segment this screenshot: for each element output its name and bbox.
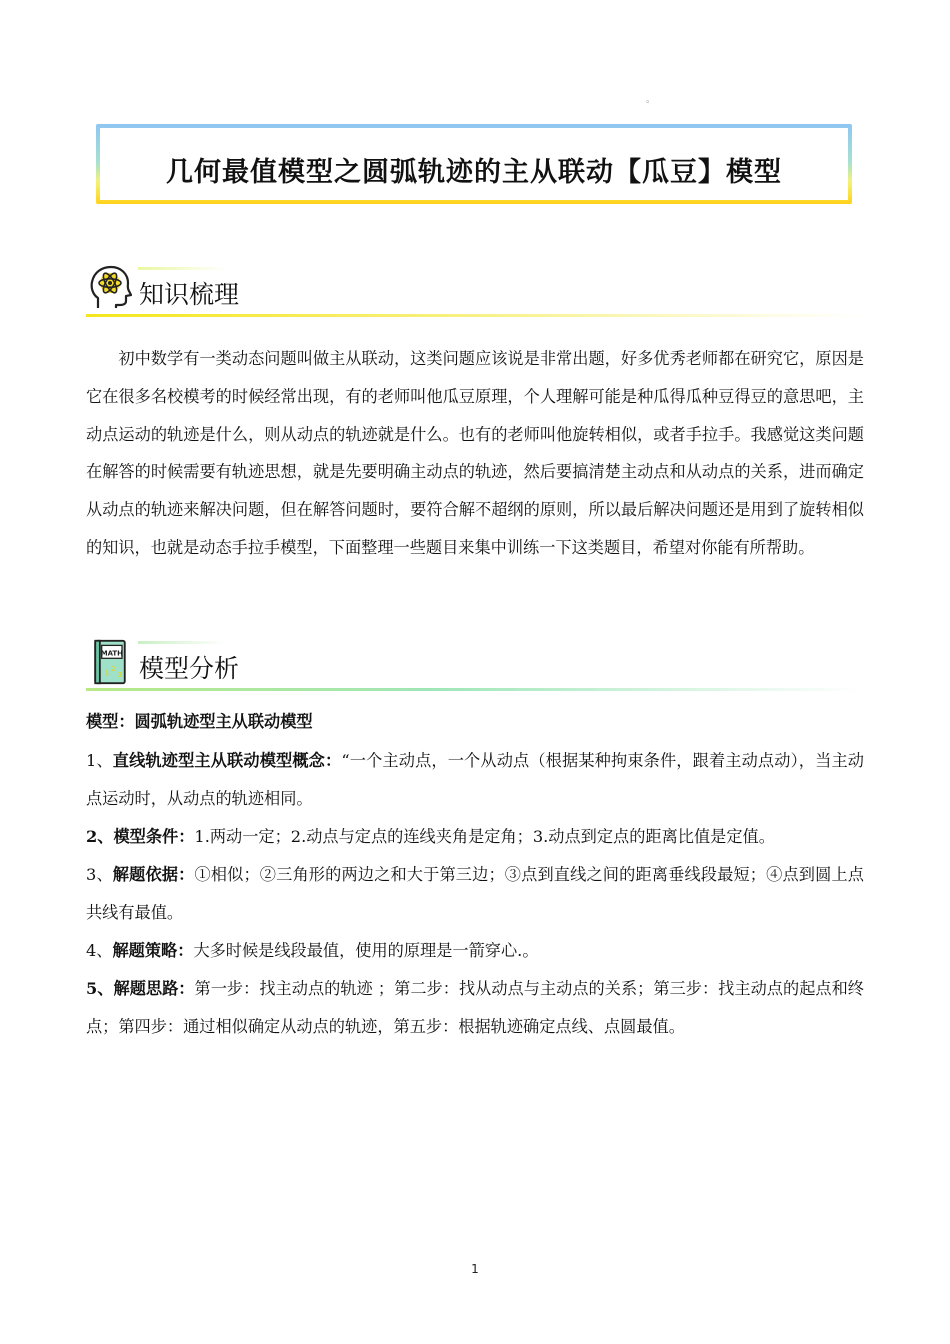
svg-text:1: 1 bbox=[104, 667, 110, 677]
section-model-divider bbox=[86, 688, 862, 691]
section-knowledge-divider bbox=[86, 314, 862, 317]
head-with-atom-icon bbox=[88, 264, 132, 312]
title-banner bbox=[96, 124, 852, 204]
math-icon-label: MATH bbox=[100, 649, 123, 658]
section-model-title: 模型分析 bbox=[139, 654, 240, 683]
model-item-conditions: 2、模型条件：1.两动一定；2.动点与定点的连线夹角是定角；3.动点到定点的距离比值是定值。 bbox=[86, 827, 775, 846]
page-number: 1 bbox=[471, 1262, 479, 1276]
model-item-basis: 3、解题依据：①相似；②三角形的两边之和大于第三边；③点到直线之间的距离垂线段最短；④点到圆上点共线有最值。 bbox=[86, 865, 864, 922]
section-knowledge-header bbox=[86, 262, 862, 326]
model-item-approach: 5、解题思路：第一步：找主动点的轨迹 ；第二步：找从动点与主动点的关系；第三步：找主动点的起点和终点；第四步：通过相似确定从动点的轨迹，第五步：根据轨迹确定点线、点圆最值。 bbox=[86, 979, 864, 1036]
model-name: 模型：圆弧轨迹型主从联动模型 bbox=[86, 712, 313, 731]
document-title: 几何最值模型之圆弧轨迹的主从联动【瓜豆】模型 bbox=[166, 157, 782, 188]
section-model-header bbox=[86, 636, 862, 700]
section-knowledge-title: 知识梳理 bbox=[139, 280, 240, 309]
model-item-strategy: 4、解题策略：大多时候是线段最值，使用的原理是一箭穿心.。 bbox=[86, 941, 539, 960]
svg-text:3: 3 bbox=[117, 669, 123, 679]
header-mark: 。 bbox=[646, 95, 656, 105]
svg-text:2: 2 bbox=[110, 664, 116, 674]
math-book-icon bbox=[88, 638, 132, 686]
model-item-concept: 1、直线轨迹型主从联动模型概念：“一个主动点，一个从动点（根据某种拘束条件，跟着主动点动），当主动点运动时，从动点的轨迹相同。 bbox=[86, 751, 864, 808]
intro-paragraph: 初中数学有一类动态问题叫做主从联动，这类问题应该说是非常出题，好多优秀老师都在研究它，原因是它在很多名校模考的时候经常出现，有的老师叫他瓜豆原理，个人理解可能是种瓜得瓜种豆得豆的意思吧，主动点运动的轨迹是什么，则从动点的轨迹就是什么。也有的老师叫他旋转相似，或者手拉手。我感觉这类问题在解答的时候需要有轨迹思想，就是先要明确主动点的轨迹，然后要搞清楚主动点和从动点的关系，进而确定从动点的轨迹来解决问题，但在解答问题时，要符合解不超纲的原则，所以最后解决问题还是用到了旋转相似的知识，也就是动态手拉手模型，下面整理一些题目来集中训练一下这类题目，希望对你能有所帮助。 bbox=[86, 349, 864, 557]
